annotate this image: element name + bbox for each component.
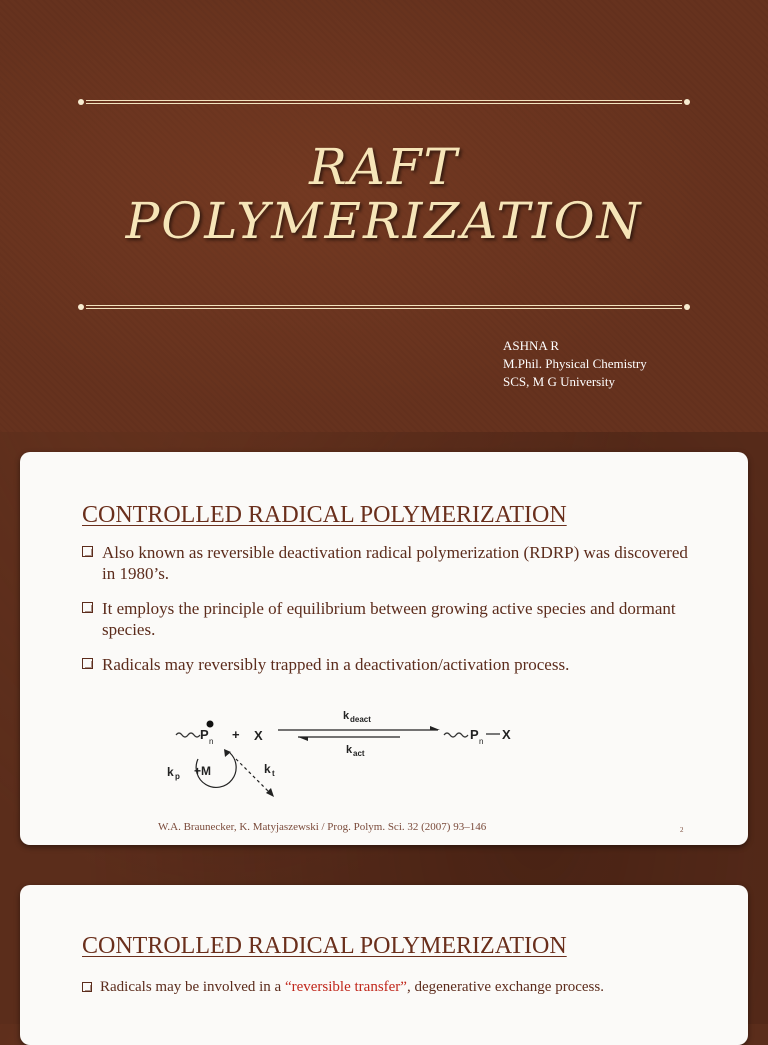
- svg-text:t: t: [272, 769, 275, 778]
- k-act-label: k: [346, 744, 353, 756]
- polymer-chain-left: [176, 733, 200, 737]
- reversible-transfer-highlight: “reversible transfer”: [284, 979, 407, 995]
- bullet-item: It employs the principle of equilibrium between growing active species and dormant species.: [82, 598, 702, 640]
- k-deact-label: k: [343, 710, 350, 722]
- species-x-dormant: X: [502, 727, 511, 742]
- bullet-item: Also known as reversible deactivation radical polymerization (RDRP) was discovered in 1980’s.: [82, 542, 702, 584]
- svg-text:act: act: [353, 749, 365, 758]
- page-number: 2: [680, 826, 684, 834]
- kp-label: k: [167, 765, 174, 779]
- svg-text:p: p: [175, 772, 180, 781]
- top-divider: [78, 100, 690, 105]
- plus-sign: +: [232, 727, 240, 742]
- checkbox-bullet-icon: [82, 982, 92, 992]
- species-x: X: [254, 728, 263, 743]
- monomer-label: +M: [194, 764, 212, 778]
- svg-text:n: n: [479, 737, 484, 746]
- title-slide: [0, 0, 768, 432]
- species-pn-radical: P: [200, 727, 209, 742]
- radical-dot: [207, 721, 214, 728]
- slide-heading: CONTROLLED RADICAL POLYMERIZATION: [82, 502, 567, 528]
- slide-2[interactable]: [20, 452, 748, 845]
- bullet-text-prefix: Radicals may be involved in a: [100, 979, 285, 995]
- slide-3[interactable]: [20, 885, 748, 1045]
- polymer-chain-right: [444, 733, 468, 737]
- title-line-1: RAFT: [309, 138, 459, 196]
- bullet-item: [82, 979, 604, 996]
- svg-text:n: n: [209, 737, 214, 746]
- author-name: ASHNA R: [503, 338, 559, 353]
- bottom-divider: [78, 305, 690, 310]
- kt-label: k: [264, 762, 271, 776]
- citation: W.A. Braunecker, K. Matyjaszewski / Prog. Polym. Sci. 32 (2007) 93–146: [158, 821, 487, 833]
- svg-text:deact: deact: [350, 715, 371, 724]
- presentation-title: [0, 140, 768, 248]
- author-block: [503, 337, 647, 391]
- bullet-text-suffix: , degenerative exchange process.: [406, 979, 604, 995]
- slide-heading: CONTROLLED RADICAL POLYMERIZATION: [82, 933, 567, 959]
- checkbox-bullet-icon: [82, 602, 93, 613]
- author-degree: M.Phil. Physical Chemistry: [503, 356, 647, 371]
- author-institution: SCS, M G University: [503, 374, 615, 389]
- checkbox-bullet-icon: [82, 658, 93, 669]
- species-pn-dormant: P: [470, 727, 479, 742]
- reaction-diagram: [138, 687, 538, 822]
- title-line-2: POLYMERIZATION: [125, 192, 643, 250]
- checkbox-bullet-icon: [82, 546, 93, 557]
- bullet-item: Radicals may reversibly trapped in a deactivation/activation process.: [82, 654, 702, 675]
- bullet-list: [82, 542, 702, 689]
